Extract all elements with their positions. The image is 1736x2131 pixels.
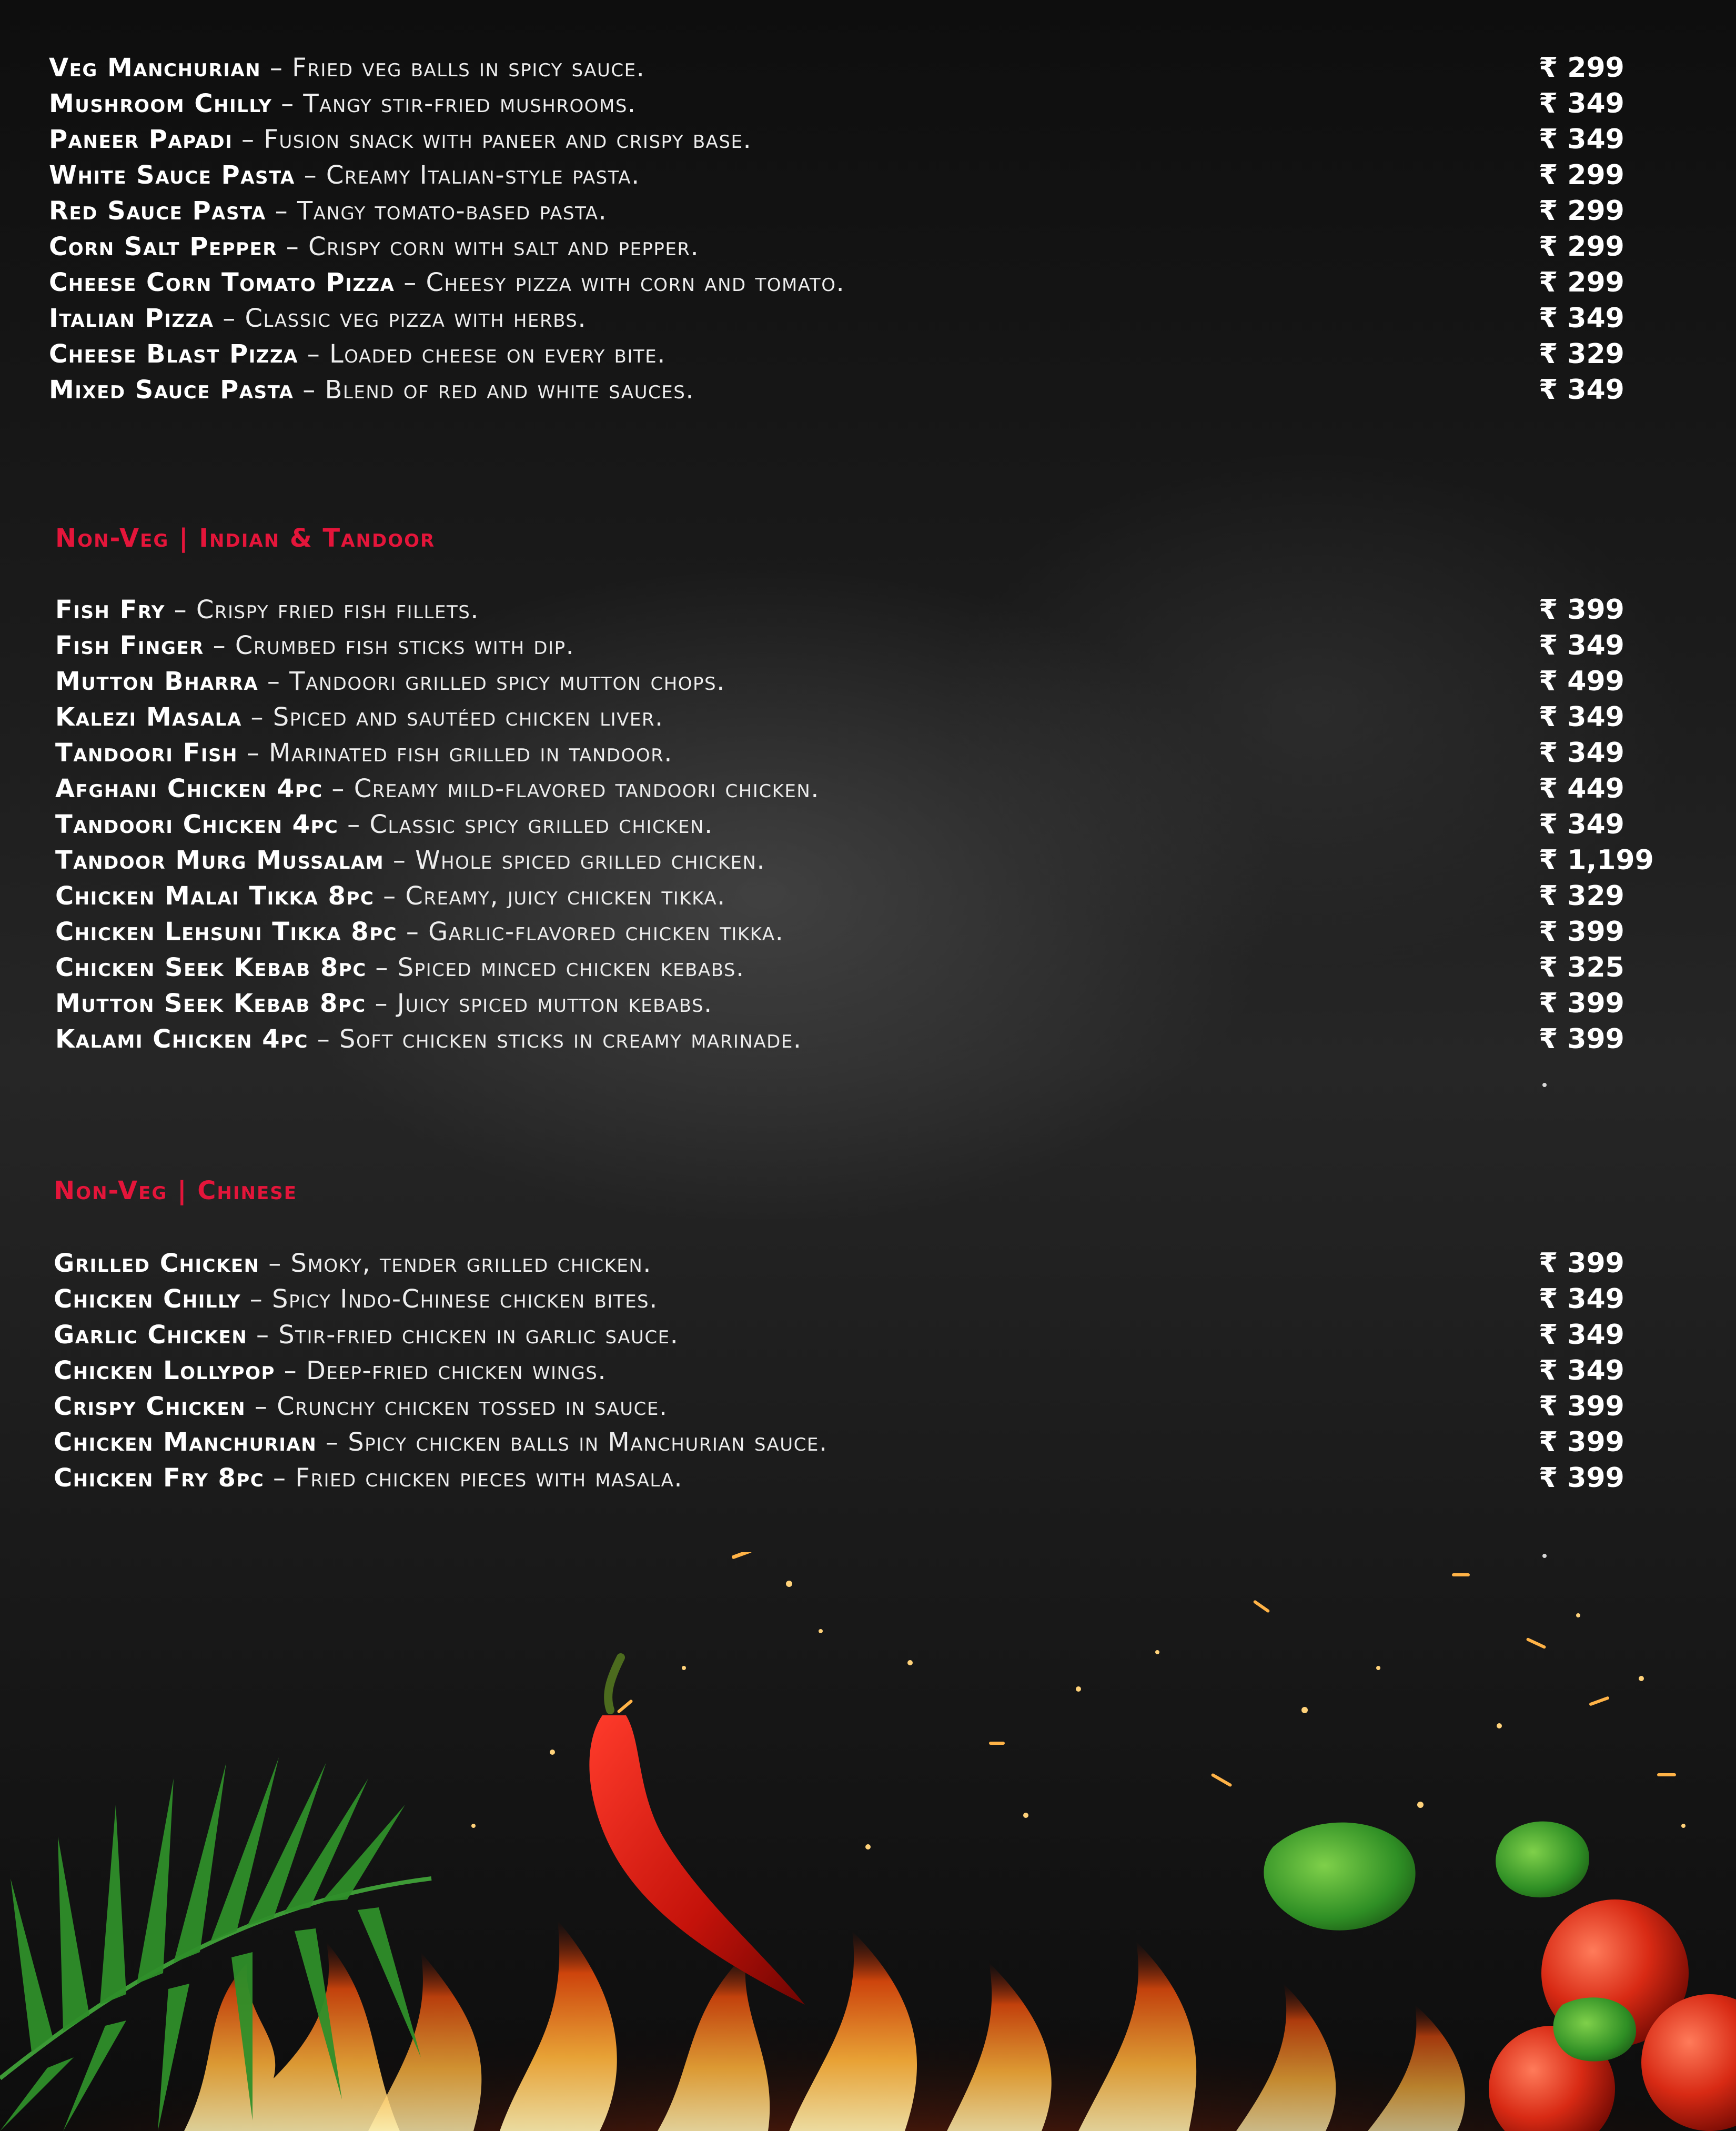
menu-item-chicken-chilly <box>0 1281 1736 1317</box>
menu-item-text <box>55 950 745 986</box>
rupee-icon: ₹ <box>1539 594 1558 626</box>
item-description: Spicy chicken balls in Manchurian sauce. <box>348 1428 828 1457</box>
item-dash: – <box>295 160 326 190</box>
item-name: Italian Pizza <box>49 304 214 333</box>
price-value: 349 <box>1567 88 1624 119</box>
spinach-tomato-decoration <box>1236 1815 1736 2131</box>
price-value: 449 <box>1567 773 1624 805</box>
menu-item-fish-finger <box>0 628 1736 664</box>
rupee-icon: ₹ <box>1539 338 1558 370</box>
item-price <box>1539 265 1624 300</box>
item-description: Soft chicken sticks in creamy marinade. <box>339 1024 802 1054</box>
menu-item-tandoor-murg-mussalam <box>0 842 1736 878</box>
item-dash: – <box>214 304 245 333</box>
menu-item-text <box>55 986 713 1021</box>
item-price <box>1539 807 1624 842</box>
price-value: 399 <box>1567 1391 1624 1422</box>
menu-item-text <box>55 735 673 771</box>
menu-item-fish-fry <box>0 592 1736 628</box>
item-description: Whole spiced grilled chicken. <box>415 846 766 875</box>
item-description: Fried veg balls in spicy sauce. <box>292 53 645 83</box>
menu-item-grilled-chicken <box>0 1245 1736 1281</box>
price-value: 329 <box>1567 338 1624 370</box>
item-price <box>1539 1353 1624 1389</box>
item-name: Red Sauce Pasta <box>49 196 266 226</box>
menu-item-text <box>54 1317 679 1353</box>
item-description: Tangy tomato-based pasta. <box>297 196 608 226</box>
menu-item-text <box>49 157 640 193</box>
section-heading-nonveg-indian-tandoor: Non-Veg | Indian & Tandoor <box>55 524 436 553</box>
price-value: 399 <box>1567 1023 1624 1055</box>
rupee-icon: ₹ <box>1539 630 1558 661</box>
rupee-icon: ₹ <box>1539 880 1558 912</box>
menu-item-crispy-chicken <box>0 1389 1736 1424</box>
item-price <box>1539 664 1624 699</box>
item-description: Cheesy pizza with corn and tomato. <box>426 268 845 297</box>
price-value: 349 <box>1567 1319 1624 1351</box>
item-name: Chicken Chilly <box>54 1284 241 1314</box>
item-description: Blend of red and white sauces. <box>325 375 695 405</box>
section-heading-nonveg-chinese: Non-Veg | Chinese <box>54 1176 297 1205</box>
item-price <box>1539 878 1624 914</box>
rupee-icon: ₹ <box>1539 124 1558 155</box>
item-name: Crispy Chicken <box>54 1392 246 1421</box>
item-price <box>1539 336 1624 372</box>
item-dash: – <box>277 232 308 262</box>
menu-item-text <box>55 699 664 735</box>
price-value: 499 <box>1567 666 1624 697</box>
menu-item-tandoori-chicken-4pc <box>0 807 1736 842</box>
item-name: Chicken Lollypop <box>54 1356 275 1385</box>
item-dash: – <box>366 953 398 982</box>
item-name: Corn Salt Pepper <box>49 232 277 262</box>
item-name: Paneer Papadi <box>49 125 233 154</box>
menu-list-nonveg-chinese <box>0 1245 1736 1496</box>
menu-item-text <box>55 664 725 699</box>
rupee-icon: ₹ <box>1539 737 1558 769</box>
rupee-icon: ₹ <box>1539 1248 1558 1279</box>
item-name: Mushroom Chilly <box>49 89 272 118</box>
price-value: 299 <box>1567 195 1624 227</box>
menu-item-text <box>49 336 666 372</box>
item-name: Cheese Corn Tomato Pizza <box>49 268 395 297</box>
menu-item-red-sauce-pasta <box>0 193 1736 229</box>
menu-item-garlic-chicken <box>0 1317 1736 1353</box>
menu-item-mushroom-chilly <box>0 86 1736 122</box>
rupee-icon: ₹ <box>1539 701 1558 733</box>
item-dash: – <box>397 917 429 947</box>
menu-item-text <box>49 229 699 265</box>
menu-item-text <box>55 914 784 950</box>
item-price <box>1539 842 1654 878</box>
item-dash: – <box>338 810 370 839</box>
price-value: 349 <box>1567 630 1624 661</box>
rupee-icon: ₹ <box>1539 303 1558 334</box>
price-value: 399 <box>1567 916 1624 948</box>
menu-item-tandoori-fish <box>0 735 1736 771</box>
price-value: 349 <box>1567 374 1624 406</box>
item-price <box>1539 86 1624 122</box>
menu-item-text <box>49 300 587 336</box>
menu-item-text <box>49 265 845 300</box>
price-value: 349 <box>1567 701 1624 733</box>
menu-item-afghani-chicken-4pc <box>0 771 1736 807</box>
price-value: 299 <box>1567 52 1624 84</box>
item-description: Stir-fried chicken in garlic sauce. <box>278 1320 679 1350</box>
item-description: Tangy stir-fried mushrooms. <box>303 89 637 118</box>
menu-item-chicken-seek-kebab-8pc <box>0 950 1736 986</box>
item-description: Smoky, tender grilled chicken. <box>290 1249 652 1278</box>
item-description: Spiced minced chicken kebabs. <box>397 953 745 982</box>
menu-list-veg <box>0 50 1736 408</box>
rupee-icon: ₹ <box>1539 231 1558 263</box>
item-price <box>1539 592 1624 628</box>
item-dash: – <box>322 774 354 803</box>
rupee-icon: ₹ <box>1539 988 1558 1019</box>
rupee-icon: ₹ <box>1539 88 1558 119</box>
item-name: Fish Finger <box>55 631 204 660</box>
price-value: 399 <box>1567 1426 1624 1458</box>
item-dash: – <box>374 881 406 911</box>
item-price <box>1539 628 1624 664</box>
item-dash: – <box>264 1463 296 1493</box>
palm-leaf-decoration <box>0 1605 473 2131</box>
item-name: White Sauce Pasta <box>49 160 295 190</box>
item-name: Mutton Seek Kebab 8pc <box>55 989 366 1018</box>
menu-item-chicken-malai-tikka-8pc <box>0 878 1736 914</box>
menu-item-text <box>55 807 713 842</box>
price-value: 329 <box>1567 880 1624 912</box>
rupee-icon: ₹ <box>1539 1023 1558 1055</box>
item-name: Mixed Sauce Pasta <box>49 375 294 405</box>
item-price <box>1539 771 1624 807</box>
rupee-icon: ₹ <box>1539 952 1558 983</box>
menu-item-cheese-corn-tomato-pizza <box>0 265 1736 300</box>
item-description: Juicy spiced mutton kebabs. <box>397 989 713 1018</box>
menu-item-kalezi-masala <box>0 699 1736 735</box>
price-value: 349 <box>1567 303 1624 334</box>
rupee-icon: ₹ <box>1539 809 1558 840</box>
price-value: 1,199 <box>1567 845 1654 876</box>
item-dash: – <box>298 339 329 369</box>
menu-item-text <box>55 628 574 664</box>
item-description: Creamy, juicy chicken tikka. <box>405 881 726 911</box>
item-dash: – <box>204 631 235 660</box>
menu-item-text <box>49 122 752 157</box>
price-value: 299 <box>1567 159 1624 191</box>
menu-item-text <box>54 1353 607 1389</box>
menu-item-text <box>49 372 694 408</box>
menu-item-text <box>55 771 820 807</box>
menu-item-text <box>54 1460 683 1496</box>
menu-item-text <box>54 1281 658 1317</box>
item-price <box>1539 1245 1624 1281</box>
item-description: Fried chicken pieces with masala. <box>295 1463 683 1493</box>
item-description: Tandoori grilled spicy mutton chops. <box>289 667 725 696</box>
trailing-dot <box>1542 1083 1547 1087</box>
item-price <box>1539 300 1624 336</box>
rupee-icon: ₹ <box>1539 1391 1558 1422</box>
red-chili-decoration <box>552 1636 921 2036</box>
item-description: Crispy fried fish fillets. <box>196 595 480 625</box>
rupee-icon: ₹ <box>1539 52 1558 84</box>
menu-item-veg-manchurian <box>0 50 1736 86</box>
item-description: Spiced and sautéed chicken liver. <box>272 702 664 732</box>
item-dash: – <box>258 667 290 696</box>
price-value: 299 <box>1567 231 1624 263</box>
item-name: Afghani Chicken 4pc <box>55 774 323 803</box>
item-description: Loaded cheese on every bite. <box>329 339 666 369</box>
item-price <box>1539 1424 1624 1460</box>
item-dash: – <box>237 738 269 768</box>
menu-item-text <box>49 193 607 229</box>
menu-item-chicken-fry-8pc <box>0 1460 1736 1496</box>
item-description: Classic veg pizza with herbs. <box>245 304 587 333</box>
item-name: Chicken Fry 8pc <box>54 1463 265 1493</box>
item-name: Fish Fry <box>55 595 165 625</box>
menu-item-text <box>54 1389 668 1424</box>
rupee-icon: ₹ <box>1539 845 1558 876</box>
item-price <box>1539 229 1624 265</box>
menu-item-text <box>55 878 726 914</box>
rupee-icon: ₹ <box>1539 773 1558 805</box>
rupee-icon: ₹ <box>1539 916 1558 948</box>
item-dash: – <box>241 1284 272 1314</box>
price-value: 349 <box>1567 809 1624 840</box>
price-value: 349 <box>1567 1355 1624 1386</box>
item-price <box>1539 950 1624 986</box>
item-price <box>1539 1317 1624 1353</box>
item-dash: – <box>261 53 292 83</box>
item-dash: – <box>233 125 264 154</box>
rupee-icon: ₹ <box>1539 159 1558 191</box>
menu-item-chicken-lollypop <box>0 1353 1736 1389</box>
rupee-icon: ₹ <box>1539 374 1558 406</box>
item-dash: – <box>246 1392 277 1421</box>
item-description: Crispy corn with salt and pepper. <box>308 232 700 262</box>
menu-item-text <box>55 592 479 628</box>
item-dash: – <box>317 1428 348 1457</box>
menu-item-text <box>49 86 637 122</box>
item-description: Fusion snack with paneer and crispy base. <box>264 125 752 154</box>
price-value: 399 <box>1567 988 1624 1019</box>
item-description: Creamy mild-flavored tandoori chicken. <box>354 774 820 803</box>
price-value: 399 <box>1567 1248 1624 1279</box>
item-name: Chicken Lehsuni Tikka 8pc <box>55 917 398 947</box>
price-value: 399 <box>1567 594 1624 626</box>
item-dash: – <box>165 595 196 625</box>
item-name: Kalami Chicken 4pc <box>55 1024 308 1054</box>
rupee-icon: ₹ <box>1539 1426 1558 1458</box>
item-price <box>1539 986 1624 1021</box>
item-price <box>1539 699 1624 735</box>
price-value: 299 <box>1567 267 1624 298</box>
item-dash: – <box>275 1356 306 1385</box>
item-price <box>1539 1389 1624 1424</box>
item-price <box>1539 1021 1624 1057</box>
menu-item-text <box>54 1245 652 1281</box>
rupee-icon: ₹ <box>1539 666 1558 697</box>
item-description: Marinated fish grilled in tandoor. <box>268 738 673 768</box>
price-value: 349 <box>1567 124 1624 155</box>
item-price <box>1539 50 1624 86</box>
menu-item-white-sauce-pasta <box>0 157 1736 193</box>
rupee-icon: ₹ <box>1539 1462 1558 1494</box>
item-dash: – <box>395 268 426 297</box>
item-dash: – <box>259 1249 291 1278</box>
item-price <box>1539 372 1624 408</box>
item-name: Chicken Seek Kebab 8pc <box>55 953 367 982</box>
item-price <box>1539 1281 1624 1317</box>
item-dash: – <box>272 89 304 118</box>
item-description: Spicy Indo-Chinese chicken bites. <box>272 1284 658 1314</box>
item-price <box>1539 1460 1624 1496</box>
item-dash: – <box>384 846 416 875</box>
menu-item-corn-salt-pepper <box>0 229 1736 265</box>
item-description: Crumbed fish sticks with dip. <box>235 631 575 660</box>
rupee-icon: ₹ <box>1539 1355 1558 1386</box>
menu-item-kalami-chicken-4pc <box>0 1021 1736 1057</box>
item-name: Mutton Bharra <box>55 667 259 696</box>
item-dash: – <box>241 702 273 732</box>
item-description: Classic spicy grilled chicken. <box>369 810 713 839</box>
rupee-icon: ₹ <box>1539 1319 1558 1351</box>
item-price <box>1539 735 1624 771</box>
item-price <box>1539 157 1624 193</box>
price-value: 399 <box>1567 1462 1624 1494</box>
price-value: 349 <box>1567 1283 1624 1315</box>
item-price <box>1539 122 1624 157</box>
menu-item-text <box>55 842 765 878</box>
item-price <box>1539 193 1624 229</box>
menu-item-cheese-blast-pizza <box>0 336 1736 372</box>
menu-item-mixed-sauce-pasta <box>0 372 1736 408</box>
rupee-icon: ₹ <box>1539 267 1558 298</box>
item-name: Garlic Chicken <box>54 1320 248 1350</box>
menu-item-chicken-lehsuni-tikka-8pc <box>0 914 1736 950</box>
menu-item-text <box>55 1021 802 1057</box>
item-name: Tandoori Fish <box>55 738 238 768</box>
item-dash: – <box>247 1320 279 1350</box>
menu-item-text <box>49 50 645 86</box>
menu-item-italian-pizza <box>0 300 1736 336</box>
item-name: Chicken Manchurian <box>54 1428 317 1457</box>
item-name: Tandoori Chicken 4pc <box>55 810 339 839</box>
menu-list-nonveg-indian-tandoor <box>0 592 1736 1057</box>
item-name: Tandoor Murg Mussalam <box>55 846 385 875</box>
menu-item-mutton-seek-kebab-8pc <box>0 986 1736 1021</box>
rupee-icon: ₹ <box>1539 1283 1558 1315</box>
price-value: 325 <box>1567 952 1624 983</box>
rupee-icon: ₹ <box>1539 195 1558 227</box>
menu-item-paneer-papadi <box>0 122 1736 157</box>
item-dash: – <box>266 196 297 226</box>
price-value: 349 <box>1567 737 1624 769</box>
item-dash: – <box>294 375 325 405</box>
item-name: Cheese Blast Pizza <box>49 339 298 369</box>
item-name: Veg Manchurian <box>49 53 261 83</box>
item-name: Chicken Malai Tikka 8pc <box>55 881 375 911</box>
item-dash: – <box>366 989 397 1018</box>
item-description: Crunchy chicken tossed in sauce. <box>277 1392 668 1421</box>
menu-item-mutton-bharra <box>0 664 1736 699</box>
menu-item-text <box>54 1424 828 1460</box>
menu-item-chicken-manchurian <box>0 1424 1736 1460</box>
item-dash: – <box>308 1024 339 1054</box>
item-description: Garlic-flavored chicken tikka. <box>428 917 784 947</box>
item-description: Creamy Italian-style pasta. <box>326 160 640 190</box>
item-name: Kalezi Masala <box>55 702 242 732</box>
item-price <box>1539 914 1624 950</box>
item-description: Deep-fried chicken wings. <box>306 1356 607 1385</box>
item-name: Grilled Chicken <box>54 1249 260 1278</box>
